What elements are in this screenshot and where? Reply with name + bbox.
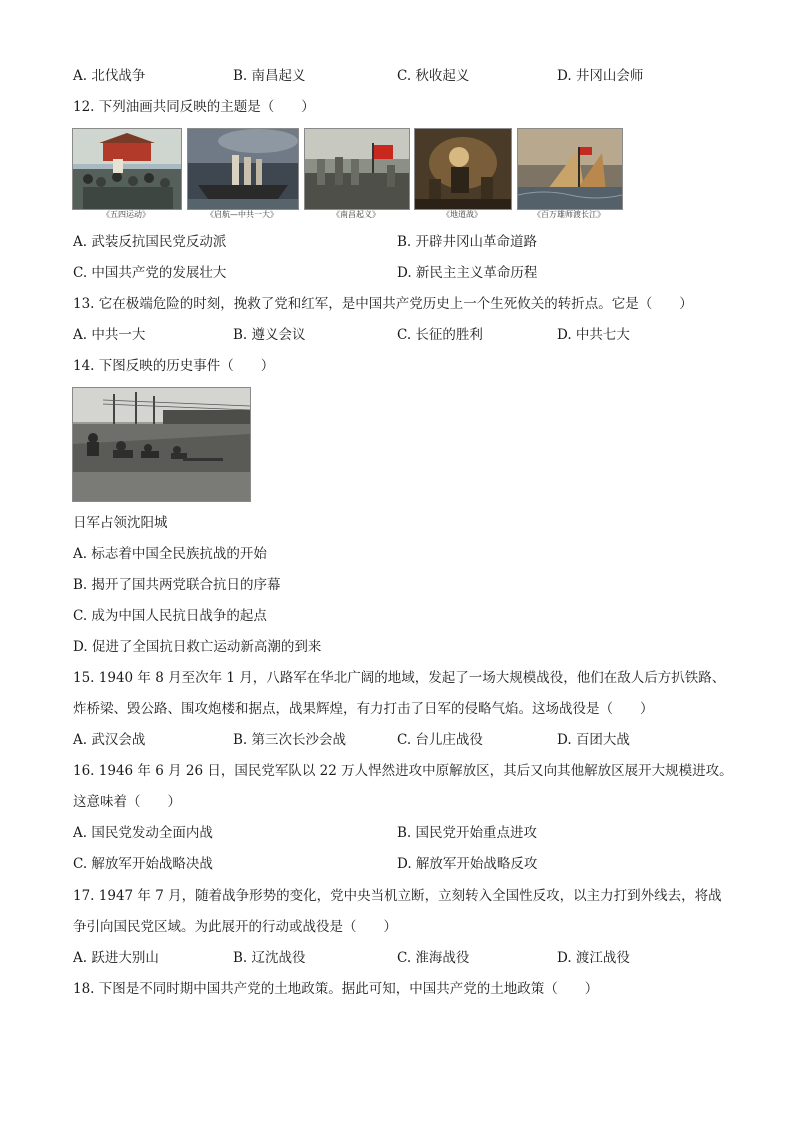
q13-option-c: C. 长征的胜利 xyxy=(397,327,483,343)
q11-option-d: D. 井冈山会师 xyxy=(557,68,644,84)
q13-option-a: A. 中共一大 xyxy=(73,327,146,343)
q12-option-d: D. 新民主主义革命历程 xyxy=(397,265,538,281)
q15-option-a: A. 武汉会战 xyxy=(73,732,146,748)
painting-first-congress xyxy=(187,128,299,210)
q12-option-a: A. 武装反抗国民党反动派 xyxy=(73,234,227,250)
q12-stem: 12. 下列油画共同反映的主题是（ ） xyxy=(73,99,315,115)
q17-option-d: D. 渡江战役 xyxy=(557,950,630,966)
q16-stem-line1: 16. 1946 年 6 月 26 日，国民党军队以 22 万人悍然进攻中原解放区，其后又向其他解放区展开大规模进攻。 xyxy=(73,763,733,779)
painting-nanchang-uprising xyxy=(304,128,410,210)
q17-option-a: A. 跃进大别山 xyxy=(73,950,159,966)
q16-option-d: D. 解放军开始战略反攻 xyxy=(397,856,538,872)
painting-tunnel-warfare xyxy=(414,128,512,210)
q11-option-c: C. 秋收起义 xyxy=(397,68,470,84)
q13-option-d: D. 中共七大 xyxy=(557,327,630,343)
q16-option-c: C. 解放军开始战略决战 xyxy=(73,856,213,872)
q13-option-b: B. 遵义会议 xyxy=(233,327,306,343)
q12-option-b: B. 开辟井冈山革命道路 xyxy=(397,234,538,250)
q16-option-b: B. 国民党开始重点进攻 xyxy=(397,825,538,841)
q17-option-c: C. 淮海战役 xyxy=(397,950,470,966)
q17-stem-line1: 17. 1947 年 7 月，随着战争形势的变化，党中央当机立断，立刻转入全国性反攻，以主力打到外线去，将战 xyxy=(73,888,722,904)
q15-option-c: C. 台儿庄战役 xyxy=(397,732,483,748)
caption-crossing-yangtze: 《百万雄师渡长江》 xyxy=(533,210,605,219)
q11-option-a: A. 北伐战争 xyxy=(73,68,146,84)
q12-option-c: C. 中国共产党的发展壮大 xyxy=(73,265,227,281)
painting-crossing-yangtze xyxy=(517,128,623,210)
q14-option-a: A. 标志着中国全民族抗战的开始 xyxy=(73,546,267,562)
q17-option-b: B. 辽沈战役 xyxy=(233,950,306,966)
caption-tunnel-warfare: 《地道战》 xyxy=(442,210,482,219)
caption-nanchang-uprising: 《南昌起义》 xyxy=(332,210,380,219)
q16-option-a: A. 国民党发动全面内战 xyxy=(73,825,213,841)
q18-stem: 18. 下图是不同时期中国共产党的土地政策。据此可知，中国共产党的土地政策（ ） xyxy=(73,981,599,997)
q17-stem-line2: 争引向国民党区域。为此展开的行动或战役是（ ） xyxy=(73,919,397,935)
q14-option-d: D. 促进了全国抗日救亡运动新高潮的到来 xyxy=(73,639,322,655)
q14-option-b: B. 揭开了国共两党联合抗日的序幕 xyxy=(73,577,281,593)
q15-stem-line1: 15. 1940 年 8 月至次年 1 月，八路军在华北广阔的地域，发起了一场大规模战役，他们在敌人后方扒铁路、 xyxy=(73,670,726,686)
q16-stem-line2: 这意味着（ ） xyxy=(73,794,181,810)
q14-stem: 14. 下图反映的历史事件（ ） xyxy=(73,358,275,374)
q15-stem-line2: 炸桥梁、毁公路、围攻炮楼和据点，战果辉煌，有力打击了日军的侵略气焰。这场战役是（ ） xyxy=(73,701,654,717)
q13-stem: 13. 它在极端危险的时刻，挽救了党和红军，是中国共产党历史上一个生死攸关的转折点。它是（ ） xyxy=(73,296,693,312)
caption-first-congress: 《启航—中共一大》 xyxy=(206,210,278,219)
q15-option-b: B. 第三次长沙会战 xyxy=(233,732,347,748)
q14-photo-caption: 日军占领沈阳城 xyxy=(73,515,168,531)
q14-option-c: C. 成为中国人民抗日战争的起点 xyxy=(73,608,267,624)
q11-option-b: B. 南昌起义 xyxy=(233,68,306,84)
photo-shenyang-occupation xyxy=(72,387,251,502)
q15-option-d: D. 百团大战 xyxy=(557,732,630,748)
caption-may-fourth: 《五四运动》 xyxy=(102,210,150,219)
painting-may-fourth xyxy=(72,128,182,210)
